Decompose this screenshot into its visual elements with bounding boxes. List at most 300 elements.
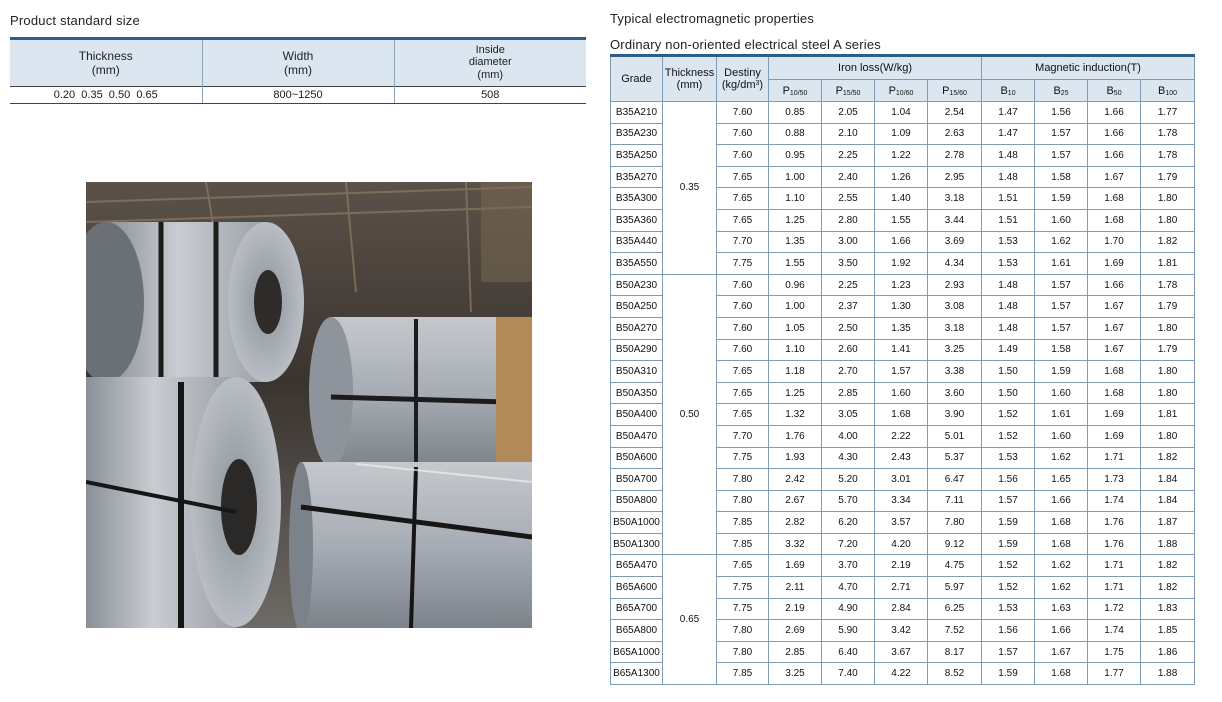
b-25-header — [1035, 80, 1088, 102]
b-50-cell: 1.67 — [1088, 317, 1141, 339]
coil-right-middle — [309, 317, 532, 467]
p-15-50-symbol: P — [835, 84, 843, 97]
p-15-50-header — [822, 80, 875, 102]
b-50-cell: 1.68 — [1088, 209, 1141, 231]
props-header-row-1 — [611, 56, 1195, 80]
p-10-50-cell: 1.10 — [769, 339, 822, 361]
b-50-cell: 1.73 — [1088, 469, 1141, 491]
thickness-header-line1: Thickness — [78, 49, 133, 63]
p-10-60-cell: 1.55 — [875, 209, 928, 231]
b-100-cell: 1.82 — [1141, 447, 1195, 469]
p-10-50-cell: 1.25 — [769, 209, 822, 231]
p-10-60-cell: 2.84 — [875, 598, 928, 620]
destiny-header-line1: Destiny — [724, 67, 761, 79]
destiny-cell: 7.65 — [717, 188, 769, 210]
b-50-cell: 1.74 — [1088, 620, 1141, 642]
iron-loss-header: Iron loss(W/kg) — [769, 56, 982, 80]
destiny-cell: 7.70 — [717, 425, 769, 447]
p-15-50-cell: 4.30 — [822, 447, 875, 469]
b-10-cell: 1.52 — [982, 425, 1035, 447]
p-15-50-cell: 4.70 — [822, 577, 875, 599]
p-10-50-symbol: P — [782, 84, 790, 97]
b-50-cell: 1.77 — [1088, 663, 1141, 685]
p-10-60-cell: 1.92 — [875, 253, 928, 275]
electromagnetic-properties-title: Typical electromagnetic properties — [610, 11, 815, 26]
destiny-cell: 7.60 — [717, 102, 769, 124]
p-15-60-cell: 6.47 — [928, 469, 982, 491]
destiny-cell: 7.80 — [717, 641, 769, 663]
p-10-60-cell: 1.30 — [875, 296, 928, 318]
p-10-60-cell: 3.42 — [875, 620, 928, 642]
size-table-row — [10, 87, 586, 104]
p-15-50-cell: 2.10 — [822, 123, 875, 145]
p-15-50-cell: 5.90 — [822, 620, 875, 642]
grade-cell: B50A1300 — [611, 533, 663, 555]
b-10-cell: 1.48 — [982, 274, 1035, 296]
thickness-header-line2: (mm) — [676, 79, 703, 91]
b-25-cell: 1.66 — [1035, 490, 1088, 512]
destiny-cell: 7.65 — [717, 209, 769, 231]
grade-cell: B35A230 — [611, 123, 663, 145]
p-10-60-cell: 2.71 — [875, 577, 928, 599]
grade-cell: B50A310 — [611, 361, 663, 383]
grade-cell: B65A700 — [611, 598, 663, 620]
p-10-60-cell: 1.04 — [875, 102, 928, 124]
electromagnetic-properties-table — [610, 54, 1195, 685]
b-100-cell: 1.79 — [1141, 166, 1195, 188]
b-10-cell: 1.57 — [982, 641, 1035, 663]
grade-cell: B35A360 — [611, 209, 663, 231]
p-10-60-cell: 1.35 — [875, 317, 928, 339]
destiny-cell: 7.70 — [717, 231, 769, 253]
b-25-cell: 1.60 — [1035, 209, 1088, 231]
grade-cell: B50A350 — [611, 382, 663, 404]
b-100-cell: 1.80 — [1141, 425, 1195, 447]
p-15-60-cell: 2.63 — [928, 123, 982, 145]
destiny-cell: 7.80 — [717, 469, 769, 491]
p-10-50-cell: 2.85 — [769, 641, 822, 663]
b-10-cell: 1.52 — [982, 577, 1035, 599]
p-10-60-subscript: 10/60 — [895, 89, 914, 97]
b-25-cell: 1.59 — [1035, 188, 1088, 210]
b-100-cell: 1.85 — [1141, 620, 1195, 642]
b-10-cell: 1.56 — [982, 620, 1035, 642]
b-100-cell: 1.82 — [1141, 555, 1195, 577]
width-header-line2: (mm) — [284, 63, 312, 77]
p-15-60-cell: 5.37 — [928, 447, 982, 469]
b-50-cell: 1.69 — [1088, 425, 1141, 447]
grade-cell: B50A270 — [611, 317, 663, 339]
destiny-cell: 7.60 — [717, 274, 769, 296]
grade-cell: B50A700 — [611, 469, 663, 491]
b-100-cell: 1.80 — [1141, 209, 1195, 231]
p-15-50-cell: 2.40 — [822, 166, 875, 188]
p-15-50-cell: 3.05 — [822, 404, 875, 426]
b-25-cell: 1.66 — [1035, 620, 1088, 642]
b-10-cell: 1.59 — [982, 663, 1035, 685]
p-10-60-cell: 1.66 — [875, 231, 928, 253]
destiny-cell: 7.75 — [717, 577, 769, 599]
p-15-60-cell: 2.93 — [928, 274, 982, 296]
b-25-cell: 1.60 — [1035, 382, 1088, 404]
thickness-header-line1: Thickness — [664, 67, 715, 79]
b-50-cell: 1.74 — [1088, 490, 1141, 512]
b-100-cell: 1.80 — [1141, 317, 1195, 339]
p-10-50-cell: 2.67 — [769, 490, 822, 512]
b-100-cell: 1.78 — [1141, 274, 1195, 296]
b-50-cell: 1.71 — [1088, 447, 1141, 469]
destiny-cell: 7.60 — [717, 296, 769, 318]
p-10-60-header — [875, 80, 928, 102]
p-15-60-cell: 7.52 — [928, 620, 982, 642]
p-15-50-subscript: 15/50 — [842, 89, 861, 97]
b-100-cell: 1.88 — [1141, 663, 1195, 685]
p-15-50-cell: 5.70 — [822, 490, 875, 512]
p-15-50-cell: 2.60 — [822, 339, 875, 361]
b-25-cell: 1.68 — [1035, 512, 1088, 534]
destiny-cell: 7.60 — [717, 123, 769, 145]
b-100-cell: 1.82 — [1141, 577, 1195, 599]
p-10-50-cell: 1.76 — [769, 425, 822, 447]
destiny-cell: 7.75 — [717, 598, 769, 620]
b-10-cell: 1.53 — [982, 231, 1035, 253]
p-15-60-cell: 5.97 — [928, 577, 982, 599]
b-10-header — [982, 80, 1035, 102]
destiny-cell: 7.80 — [717, 620, 769, 642]
b-25-cell: 1.62 — [1035, 447, 1088, 469]
p-15-60-cell: 4.75 — [928, 555, 982, 577]
b-100-cell: 1.80 — [1141, 382, 1195, 404]
thickness-values: 0.20 0.35 0.50 0.65 — [10, 87, 202, 104]
b-50-cell: 1.67 — [1088, 166, 1141, 188]
p-15-50-cell: 2.50 — [822, 317, 875, 339]
b-50-cell: 1.67 — [1088, 296, 1141, 318]
destiny-cell: 7.65 — [717, 361, 769, 383]
b-25-cell: 1.56 — [1035, 102, 1088, 124]
destiny-unit-close: ) — [759, 79, 764, 91]
p-10-50-cell: 2.19 — [769, 598, 822, 620]
p-10-60-cell: 4.22 — [875, 663, 928, 685]
series-subtitle: Ordinary non-oriented electrical steel A series — [610, 37, 881, 52]
p-10-60-cell: 1.23 — [875, 274, 928, 296]
b-50-cell: 1.70 — [1088, 231, 1141, 253]
b-10-cell: 1.50 — [982, 382, 1035, 404]
p-10-50-cell: 3.32 — [769, 533, 822, 555]
destiny-header-line2 — [717, 79, 768, 91]
b-100-subscript: 100 — [1165, 89, 1178, 97]
b-100-cell: 1.80 — [1141, 188, 1195, 210]
destiny-cell: 7.65 — [717, 404, 769, 426]
diameter-header-line3: (mm) — [477, 69, 504, 81]
coil-back-left — [86, 222, 304, 382]
b-50-cell: 1.67 — [1088, 339, 1141, 361]
destiny-cell: 7.65 — [717, 166, 769, 188]
b-10-cell: 1.53 — [982, 253, 1035, 275]
b-25-cell: 1.65 — [1035, 469, 1088, 491]
props-table-body — [611, 102, 1195, 685]
width-header-line1: Width — [282, 49, 314, 63]
p-10-50-cell: 1.00 — [769, 166, 822, 188]
b-10-cell: 1.52 — [982, 555, 1035, 577]
p-10-50-cell: 1.25 — [769, 382, 822, 404]
b-100-cell: 1.84 — [1141, 469, 1195, 491]
b-100-cell: 1.81 — [1141, 404, 1195, 426]
b-100-symbol: B — [1158, 84, 1166, 97]
b-10-symbol: B — [1000, 84, 1008, 97]
p-10-50-cell: 1.93 — [769, 447, 822, 469]
p-10-60-cell: 1.26 — [875, 166, 928, 188]
grade-cell: B35A270 — [611, 166, 663, 188]
destiny-cell: 7.65 — [717, 555, 769, 577]
p-15-60-cell: 3.44 — [928, 209, 982, 231]
grade-cell: B35A210 — [611, 102, 663, 124]
b-50-cell: 1.69 — [1088, 253, 1141, 275]
grade-cell: B35A550 — [611, 253, 663, 275]
grade-cell: B65A1300 — [611, 663, 663, 685]
p-15-60-cell: 2.54 — [928, 102, 982, 124]
p-15-50-cell: 2.80 — [822, 209, 875, 231]
grade-cell: B65A1000 — [611, 641, 663, 663]
b-50-cell: 1.75 — [1088, 641, 1141, 663]
p-15-60-cell: 3.90 — [928, 404, 982, 426]
p-10-60-cell: 1.22 — [875, 145, 928, 167]
destiny-cell: 7.85 — [717, 512, 769, 534]
destiny-unit-exp: 3 — [755, 80, 760, 87]
b-25-cell: 1.59 — [1035, 361, 1088, 383]
p-15-50-cell: 4.00 — [822, 425, 875, 447]
p-15-50-cell: 3.00 — [822, 231, 875, 253]
b-50-header — [1088, 80, 1141, 102]
size-table-header-row — [10, 39, 586, 87]
grade-cell: B50A400 — [611, 404, 663, 426]
p-15-50-cell: 2.55 — [822, 188, 875, 210]
b-10-subscript: 10 — [1007, 89, 1016, 97]
b-50-cell: 1.71 — [1088, 577, 1141, 599]
b-10-cell: 1.48 — [982, 317, 1035, 339]
b-10-cell: 1.59 — [982, 533, 1035, 555]
b-10-cell: 1.51 — [982, 209, 1035, 231]
grade-cell: B50A1000 — [611, 512, 663, 534]
p-15-60-symbol: P — [942, 84, 950, 97]
p-15-60-cell: 3.18 — [928, 317, 982, 339]
p-10-50-cell: 0.96 — [769, 274, 822, 296]
p-15-60-cell: 8.17 — [928, 641, 982, 663]
b-10-cell: 1.48 — [982, 145, 1035, 167]
grade-cell: B50A250 — [611, 296, 663, 318]
b-10-cell: 1.53 — [982, 447, 1035, 469]
b-25-cell: 1.58 — [1035, 166, 1088, 188]
p-10-50-cell: 2.69 — [769, 620, 822, 642]
p-10-60-cell: 1.41 — [875, 339, 928, 361]
p-10-50-cell: 2.82 — [769, 512, 822, 534]
table-row — [611, 555, 1195, 577]
thickness-group-cell: 0.50 — [663, 274, 717, 555]
p-10-50-cell: 0.85 — [769, 102, 822, 124]
thickness-header — [10, 39, 202, 87]
p-10-60-cell: 2.22 — [875, 425, 928, 447]
b-25-cell: 1.57 — [1035, 145, 1088, 167]
b-100-cell: 1.78 — [1141, 145, 1195, 167]
p-10-60-cell: 1.40 — [875, 188, 928, 210]
b-100-cell: 1.83 — [1141, 598, 1195, 620]
p-15-50-cell: 5.20 — [822, 469, 875, 491]
p-15-60-subscript: 15/60 — [949, 89, 967, 97]
p-15-60-cell: 2.78 — [928, 145, 982, 167]
b-25-subscript: 25 — [1060, 89, 1069, 97]
b-25-cell: 1.67 — [1035, 641, 1088, 663]
p-10-60-cell: 3.57 — [875, 512, 928, 534]
b-10-cell: 1.57 — [982, 490, 1035, 512]
p-10-60-cell: 1.57 — [875, 361, 928, 383]
b-10-cell: 1.48 — [982, 166, 1035, 188]
b-10-cell: 1.56 — [982, 469, 1035, 491]
p-10-60-cell: 1.09 — [875, 123, 928, 145]
destiny-unit: (kg/dm — [721, 79, 756, 91]
width-values: 800~1250 — [202, 87, 394, 104]
b-100-cell: 1.84 — [1141, 490, 1195, 512]
b-50-cell: 1.71 — [1088, 555, 1141, 577]
p-15-50-cell: 2.25 — [822, 145, 875, 167]
b-50-symbol: B — [1106, 84, 1114, 97]
b-100-cell: 1.82 — [1141, 231, 1195, 253]
p-15-60-cell: 7.11 — [928, 490, 982, 512]
grade-cell: B35A300 — [611, 188, 663, 210]
grade-cell: B50A470 — [611, 425, 663, 447]
destiny-cell: 7.60 — [717, 145, 769, 167]
grade-cell: B65A800 — [611, 620, 663, 642]
grade-cell: B50A800 — [611, 490, 663, 512]
p-15-60-cell: 6.25 — [928, 598, 982, 620]
b-25-cell: 1.61 — [1035, 253, 1088, 275]
p-10-50-cell: 1.32 — [769, 404, 822, 426]
p-10-50-cell: 1.05 — [769, 317, 822, 339]
p-15-60-cell: 3.25 — [928, 339, 982, 361]
b-100-cell: 1.87 — [1141, 512, 1195, 534]
b-50-cell: 1.66 — [1088, 123, 1141, 145]
thickness-header — [663, 56, 717, 102]
b-25-cell: 1.58 — [1035, 339, 1088, 361]
p-15-50-cell: 7.40 — [822, 663, 875, 685]
destiny-cell: 7.85 — [717, 533, 769, 555]
b-100-cell: 1.77 — [1141, 102, 1195, 124]
grade-cell: B50A600 — [611, 447, 663, 469]
diameter-value: 508 — [394, 87, 586, 104]
b-10-cell: 1.53 — [982, 598, 1035, 620]
p-15-50-cell: 7.20 — [822, 533, 875, 555]
destiny-cell: 7.75 — [717, 253, 769, 275]
b-50-cell: 1.68 — [1088, 382, 1141, 404]
b-10-cell: 1.49 — [982, 339, 1035, 361]
p-10-50-cell: 1.18 — [769, 361, 822, 383]
p-15-60-cell: 3.69 — [928, 231, 982, 253]
p-10-60-cell: 2.43 — [875, 447, 928, 469]
grade-cell: B50A230 — [611, 274, 663, 296]
width-header — [202, 39, 394, 87]
b-10-cell: 1.51 — [982, 188, 1035, 210]
b-50-cell: 1.68 — [1088, 361, 1141, 383]
destiny-cell: 7.75 — [717, 447, 769, 469]
b-10-cell: 1.47 — [982, 123, 1035, 145]
b-100-cell: 1.81 — [1141, 253, 1195, 275]
destiny-cell: 7.60 — [717, 339, 769, 361]
coil-front-left — [86, 377, 281, 628]
b-10-cell: 1.52 — [982, 404, 1035, 426]
p-10-60-cell: 3.34 — [875, 490, 928, 512]
grade-cell: B35A440 — [611, 231, 663, 253]
b-50-cell: 1.76 — [1088, 512, 1141, 534]
p-10-50-cell: 1.10 — [769, 188, 822, 210]
b-50-subscript: 50 — [1113, 89, 1122, 97]
product-size-table — [10, 37, 586, 104]
p-10-50-cell: 1.69 — [769, 555, 822, 577]
b-25-symbol: B — [1053, 84, 1061, 97]
b-50-cell: 1.72 — [1088, 598, 1141, 620]
thickness-group-cell: 0.35 — [663, 102, 717, 275]
p-10-50-subscript: 10/50 — [789, 89, 808, 97]
p-15-50-cell: 2.05 — [822, 102, 875, 124]
b-25-cell: 1.62 — [1035, 555, 1088, 577]
p-15-50-cell: 4.90 — [822, 598, 875, 620]
b-50-cell: 1.66 — [1088, 274, 1141, 296]
p-15-60-cell: 9.12 — [928, 533, 982, 555]
p-15-60-header — [928, 80, 982, 102]
p-10-60-symbol: P — [888, 84, 896, 97]
b-25-cell: 1.57 — [1035, 123, 1088, 145]
b-25-cell: 1.62 — [1035, 577, 1088, 599]
p-10-50-cell: 1.35 — [769, 231, 822, 253]
b-100-cell: 1.79 — [1141, 296, 1195, 318]
p-10-50-header — [769, 80, 822, 102]
b-50-cell: 1.76 — [1088, 533, 1141, 555]
b-100-header — [1141, 80, 1195, 102]
table-row — [611, 102, 1195, 124]
p-15-50-cell: 2.85 — [822, 382, 875, 404]
b-50-cell: 1.66 — [1088, 145, 1141, 167]
p-10-60-cell: 3.67 — [875, 641, 928, 663]
coil-front-right — [289, 462, 532, 628]
b-50-cell: 1.68 — [1088, 188, 1141, 210]
p-15-50-cell: 2.37 — [822, 296, 875, 318]
b-25-cell: 1.68 — [1035, 533, 1088, 555]
steel-coils-photo — [86, 182, 532, 628]
b-25-cell: 1.62 — [1035, 231, 1088, 253]
product-size-title: Product standard size — [10, 13, 140, 28]
b-25-cell: 1.57 — [1035, 317, 1088, 339]
destiny-header — [717, 56, 769, 102]
b-100-cell: 1.79 — [1141, 339, 1195, 361]
p-10-50-cell: 1.55 — [769, 253, 822, 275]
grade-cell: B50A290 — [611, 339, 663, 361]
b-25-cell: 1.68 — [1035, 663, 1088, 685]
grade-cell: B65A470 — [611, 555, 663, 577]
thickness-header-line2: (mm) — [91, 63, 120, 77]
b-25-cell: 1.57 — [1035, 274, 1088, 296]
p-10-50-cell: 3.25 — [769, 663, 822, 685]
grade-cell: B65A600 — [611, 577, 663, 599]
b-10-cell: 1.48 — [982, 296, 1035, 318]
destiny-cell: 7.85 — [717, 663, 769, 685]
b-100-cell: 1.86 — [1141, 641, 1195, 663]
b-25-cell: 1.63 — [1035, 598, 1088, 620]
p-15-60-cell: 8.52 — [928, 663, 982, 685]
destiny-cell: 7.65 — [717, 382, 769, 404]
p-10-60-cell: 1.68 — [875, 404, 928, 426]
p-10-50-cell: 1.00 — [769, 296, 822, 318]
p-15-60-cell: 3.08 — [928, 296, 982, 318]
p-15-50-cell: 2.70 — [822, 361, 875, 383]
grade-header: Grade — [611, 56, 663, 102]
p-15-50-cell: 6.40 — [822, 641, 875, 663]
